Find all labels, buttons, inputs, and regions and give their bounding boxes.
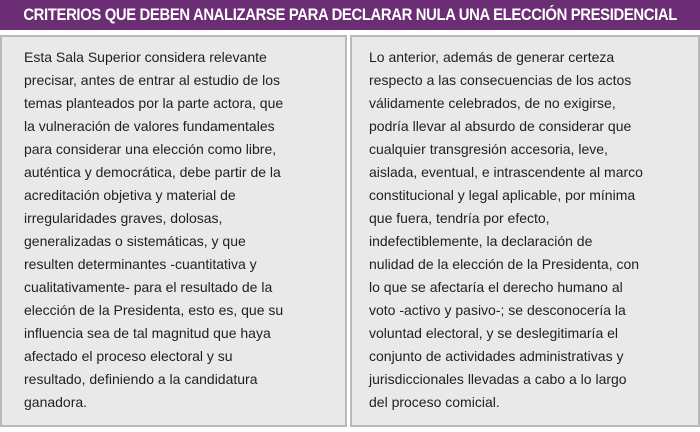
text-line: voluntad electoral, y se deslegitimaría el xyxy=(369,325,619,341)
text-line: afectado el proceso electoral y su xyxy=(24,348,233,364)
text-line: para considerar una elección como libre, xyxy=(24,141,277,157)
text-line: que fuera, tendría por efecto, xyxy=(369,210,550,226)
text-line: temas planteados por la parte actora, que xyxy=(24,95,284,111)
text-line: precisar, antes de entrar al estudio de los xyxy=(24,72,281,88)
text-line: auténtica y democrática, debe partir de la xyxy=(24,164,281,180)
left-paragraph xyxy=(24,46,344,414)
text-line: nulidad de la elección de la Presidenta, con xyxy=(369,256,640,272)
text-line: respecto a las consecuencias de los actos xyxy=(369,72,632,88)
text-line: aislada, eventual, e intrascendente al marco xyxy=(369,164,643,180)
text-line: resultado, definiendo a la candidatura xyxy=(24,371,258,387)
text-line: acreditación objetiva y material de xyxy=(24,187,236,203)
text-line: válidamente celebrados, de no exigirse, xyxy=(369,95,616,111)
text-line: la vulneración de valores fundamentales xyxy=(24,118,275,134)
text-line: constitucional y legal aplicable, por mínima xyxy=(369,187,636,203)
text-line: jurisdiccionales llevadas a cabo a lo largo xyxy=(369,371,627,387)
text-line: influencia sea de tal magnitud que haya xyxy=(24,325,271,341)
text-line: indefectiblemente, la declaración de xyxy=(369,233,593,249)
page-title: CRITERIOS QUE DEBEN ANALIZARSE PARA DECLARAR NULA UNA ELECCIÓN PRESIDENCIAL xyxy=(23,5,677,24)
text-line: lo que se afectaría el derecho humano al xyxy=(369,279,623,295)
right-text-panel xyxy=(350,35,700,427)
text-line: Esta Sala Superior considera relevante xyxy=(24,49,267,65)
text-line: elección de la Presidenta, esto es, que su xyxy=(24,302,284,318)
right-paragraph xyxy=(369,46,695,414)
text-line: cualquier transgresión accesoria, leve, xyxy=(369,141,608,157)
text-line: irregularidades graves, dolosas, xyxy=(24,210,223,226)
header-banner xyxy=(0,0,700,30)
text-line: del proceso comicial. xyxy=(369,394,500,410)
text-line: Lo anterior, además de generar certeza xyxy=(369,49,615,65)
text-line: ganadora. xyxy=(24,394,88,410)
left-text-panel xyxy=(0,35,347,427)
text-line: resulten determinantes -cuantitativa y xyxy=(24,256,257,272)
text-line: voto -activo y pasivo-; se desconocería la xyxy=(369,302,626,318)
text-line: generalizadas o sistemáticas, y que xyxy=(24,233,246,249)
text-line: podría llevar al absurdo de considerar que xyxy=(369,118,632,134)
text-line: cualitativamente- para el resultado de la xyxy=(24,279,273,295)
text-line: conjunto de actividades administrativas y xyxy=(369,348,624,364)
